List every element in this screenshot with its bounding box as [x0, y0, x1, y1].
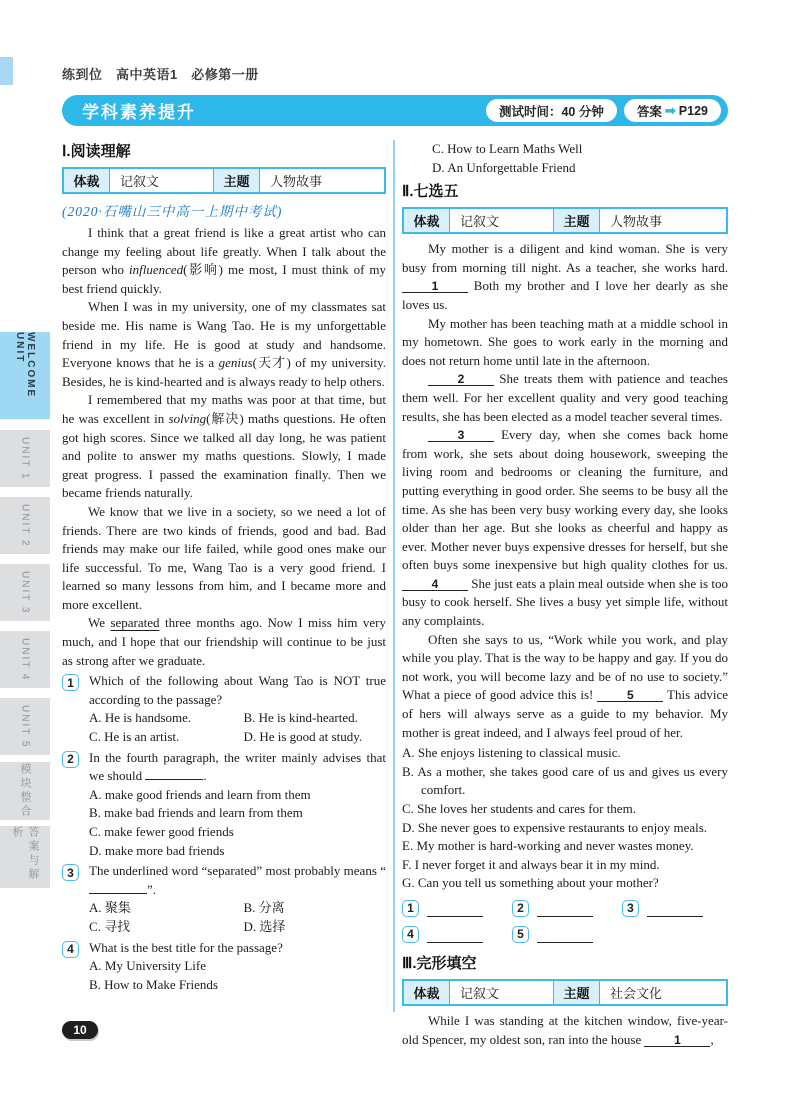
cloze7-answer-blanks [402, 900, 728, 943]
column-divider [393, 140, 395, 1012]
question-2 [62, 749, 386, 861]
reading-genre-table [62, 167, 386, 194]
test-time-pill [486, 99, 617, 122]
answer-blank-2: 2 [512, 900, 622, 917]
option-b: B. make bad friends and learn from them [89, 805, 303, 821]
answer-line [427, 931, 483, 943]
topic-label: 主题 [214, 169, 260, 192]
option-c: C. make fewer good friends [89, 824, 234, 839]
answer-label: 答案 [636, 104, 662, 119]
answer-blank-3: 3 [622, 900, 728, 917]
question-1-body [89, 672, 386, 746]
question-4-options [89, 957, 386, 994]
exam-source: (2020·石嘴山三中高一上期中考试) [62, 204, 283, 219]
cloze7-paragraph-3: 2 She treats them with patience and teaches them well. For her excellent quality and very good teaching results, she has been elected as a model teacher several times. [402, 371, 728, 424]
cloze7-paragraph-2: My mother has been teaching math at a middle school in my hometown. She goes to work early in the morning and does not return home until late in the afternoon. [402, 315, 728, 368]
answer-line [537, 905, 593, 917]
question-4 [62, 939, 386, 995]
option-d: D. make more bad friends [89, 842, 225, 858]
cloze-genre-table [402, 979, 728, 1006]
option-d: D. He is good at study. [243, 729, 363, 745]
test-time-text: 测试时间：40 分钟 [498, 104, 604, 119]
answer-page-number: P129 [678, 103, 708, 118]
sidebar-tab-module-review: 模块整合 [0, 762, 50, 820]
question-3-number-badge: 3 [62, 864, 79, 881]
option-b: B. 分离 [243, 900, 285, 916]
question-3-body [89, 862, 386, 936]
sidebar-tab-answers: 答案与解析 [0, 826, 50, 888]
genre-label: 体裁 [404, 981, 450, 1004]
genre-value: 记叙文 [110, 169, 214, 192]
reading-paragraph-2: When I was in my university, one of my classmates sat beside me. His name is Wang Tao. He is my unforgettable friend in my life. He is good at study and handsome. Everyone knows that he is a genius(天才) of my university. Besides, he is kind-hearted and is always ready to help others. [62, 299, 387, 389]
topic-label: 主题 [554, 981, 600, 1004]
question-4-stem: What is the best title for the passage? [89, 939, 283, 955]
section-banner [62, 95, 728, 126]
sidebar-tab-unit-2: UNIT 2 [0, 497, 50, 554]
cloze7-genre-table [402, 207, 728, 234]
answer-line [427, 905, 483, 917]
option-b: B. He is kind-hearted. [243, 710, 358, 726]
cloze7-paragraph-5: Often she says to us, “Work while you work, and play while you play. That is the way to be happy and gay. If you do not work, you will become lazy and be of no use to society.” What a piece of good advice this is! 5 This advice of hers will always serve as a guide to my behavior. My mother is great indeed, and I always feel proud of her. [402, 631, 728, 740]
question-2-options [89, 786, 386, 860]
option-e: E. My mother is hard-working and never wastes money. [402, 838, 694, 854]
option-g: G. Can you tell us something about your mother? [402, 875, 659, 891]
question-4-options-continued [402, 140, 728, 177]
option-d: D. She never goes to expensive restaurants to enjoy meals. [402, 819, 708, 835]
option-c: C. 寻找 [89, 918, 131, 934]
topic-value: 人物故事 [270, 174, 323, 189]
answer-page-pill [624, 99, 721, 122]
question-2-number-badge: 2 [62, 751, 79, 768]
right-column [402, 140, 728, 1049]
answer-blank-1: 1 [402, 900, 512, 917]
cloze7-section-heading: Ⅱ.七选五 [402, 183, 459, 201]
cloze7-paragraph-4: 3 Every day, when she comes back home from work, she sets about doing housework, sweeping the living room and bedrooms or cleaning the furniture, and putting everything in good order. She seems to be busy all the time. As she has been very busy working every day, she looks older than her age. But she looks as cheerful and happy as ever. Mother never buys expensive dresses for herself, but she often buys some inexpensive but high quality clothes for us. 4 She just eats a plain meal outside when she is too busy to cook herself. She lives a busy yet simple life, without any complaints. [402, 427, 728, 629]
question-2-stem: In the fourth paragraph, the writer mainly advises that we should . [89, 749, 386, 784]
topic-value: 人物故事 [610, 214, 663, 230]
reading-section-heading: Ⅰ.阅读理解 [62, 143, 131, 160]
question-3 [62, 862, 386, 936]
question-4-number-badge: 4 [62, 941, 79, 958]
reading-paragraph-5: We separated three months ago. Now I miss him very much, and I hope that our friendship will continue to be just as strong after we graduate. [62, 615, 387, 668]
option-f: F. I never forget it and always bear it in my mind. [402, 856, 660, 872]
question-3-options [89, 899, 386, 936]
book-header: 练到位 高中英语1 必修第一册 [62, 67, 259, 82]
cloze-section-heading: Ⅲ.完形填空 [402, 954, 477, 972]
option-d: D. 选择 [243, 918, 286, 934]
answer-blank-4: 4 [402, 926, 512, 943]
left-column [62, 140, 386, 994]
genre-value: 记叙文 [450, 981, 554, 1004]
genre-value: 记叙文 [450, 209, 554, 232]
question-1-stem: Which of the following about Wang Tao is NOT true according to the passage? [89, 673, 386, 707]
question-1-number-badge: 1 [62, 674, 79, 691]
answer-row-2 [402, 926, 728, 943]
reading-paragraph-3: I remembered that my maths was poor at that time, but he was excellent in solving(解决) maths questions. He often got high scores. Since we talked all day long, he was patient and polite to answer my maths questions. Slowly, I made great progress. I passed the examination finally. Then we became friends naturally. [62, 392, 387, 501]
option-b: B. How to Make Friends [89, 976, 218, 992]
option-a: A. She enjoys listening to classical music. [402, 745, 621, 761]
option-c: C. She loves her students and cares for them. [402, 801, 636, 816]
option-a: A. My University Life [89, 958, 206, 974]
topic-value: 社会文化 [610, 985, 663, 1001]
answer-blank-5: 5 [512, 926, 622, 943]
topic-label: 主题 [554, 209, 600, 232]
cloze7-option-list [402, 744, 728, 893]
page-number-badge: 10 [62, 1021, 98, 1039]
sidebar-tab-unit-5: UNIT 5 [0, 698, 50, 755]
cloze7-paragraph-1: My mother is a diligent and kind woman. She is very busy from morning till night. As a teacher, she works hard. 1 Both my brother and I love her dearly as she loves us. [402, 241, 728, 312]
question-3-stem: The underlined word “separated” most probably means “”. [89, 863, 386, 897]
option-a: A. make good friends and learn from them [89, 786, 311, 802]
genre-label: 体裁 [64, 169, 110, 192]
page-edge-accent [0, 57, 13, 85]
question-1 [62, 672, 386, 746]
answer-line [647, 905, 703, 917]
arrow-right-icon: ➡ [664, 102, 676, 118]
reading-paragraph-1: I think that a great friend is like a great artist who can change my feeling about life greatly. When I talk about the person who influenced(影响) me most, I must think of my best friend quickly. [62, 225, 386, 296]
option-b: B. As a mother, she takes good care of us and gives us every comfort. [402, 763, 728, 798]
answer-row-1 [402, 900, 728, 917]
option-c: C. How to Learn Maths Well [432, 141, 583, 156]
question-4-body [89, 939, 386, 995]
banner-title: 学科素养提升 [82, 103, 196, 122]
question-2-body [89, 749, 386, 861]
question-1-options [89, 709, 386, 746]
option-d: D. An Unforgettable Friend [432, 159, 576, 175]
option-c: C. He is an artist. [89, 729, 180, 745]
answer-line [537, 931, 593, 943]
reading-paragraph-4: We know that we live in a society, so we need a lot of friends. There are two kinds of friends, good and bad. Bad friends may make our life failed, while good ones make our life successful. To me, Wang Tao is a very good friend. I learned so many lessons from him, and I became more and more excellent. [62, 503, 386, 612]
option-a: A. He is handsome. [89, 710, 192, 726]
sidebar-tab-unit-4: UNIT 4 [0, 631, 50, 688]
sidebar-tab-unit-1: UNIT 1 [0, 430, 50, 487]
genre-label: 体裁 [404, 209, 450, 232]
sidebar-tab-welcome-unit: WELCOME UNIT [0, 332, 50, 419]
cloze-paragraph-1: While I was standing at the kitchen window, five-year-old Spencer, my oldest son, ran into the house 1 , [402, 1012, 728, 1047]
option-a: A. 聚集 [89, 900, 131, 916]
sidebar-tab-unit-3: UNIT 3 [0, 564, 50, 621]
